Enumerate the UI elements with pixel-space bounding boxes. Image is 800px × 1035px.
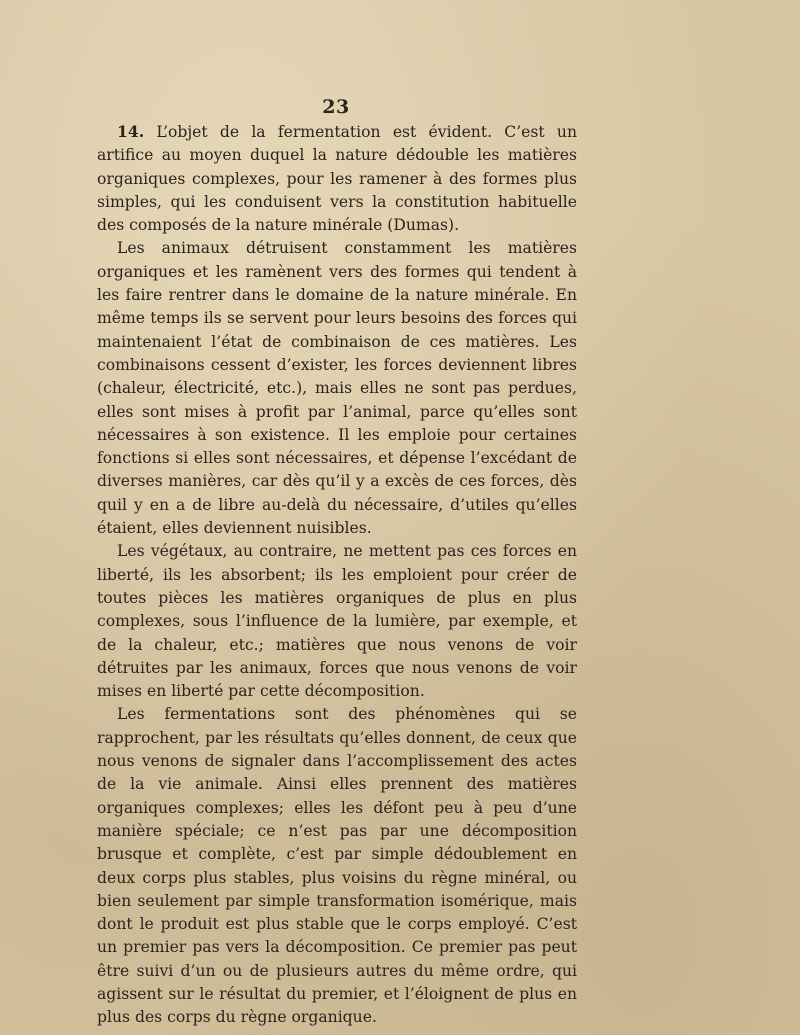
paragraph-1 bbox=[97, 120, 577, 237]
paragraph-2 bbox=[97, 237, 577, 540]
paragraph-text: Les fermentations sont des phénomènes qui se rapprochent, par les résultats qu’elles donnent, de ceux que nous venons de signaler dans l’accomplissement des actes de la vie animale. Ainsi elles prennent des matières organiques complexes; elles les défont peu à peu d’une manière spéciale; ce n’est pas par une décomposition brusque et complète, c’est par simple dédoublement en deux corps plus stables, plus voisins du règne minéral, ou bien seulement par simple transformation isomérique, mais dont le produit est plus stable que le corps employé. C’est un premier pas vers la décomposition. Ce premier pas peut être suivi d’un ou de plusieurs autres du même ordre, qui agissent sur le résultat du premier, et l’éloignent de plus en plus des corps du règne organique. bbox=[97, 705, 577, 1027]
paragraph-text: Les animaux détruisent constamment les matières organiques et les ramènent vers des formes qui tendent à les faire rentrer dans le domaine de la nature minérale. En même temps ils se servent pour leurs besoins des forces qui maintenaient l’état de combinaison de ces matières. Les combinaisons cessent d’exister, les forces deviennent libres (chaleur, électricité, etc.), mais elles ne sont pas perdues, elles sont mises à profit par l’animal, parce qu’elles sont nécessaires à son existence. Il les emploie pour certaines fonctions si elles sont nécessaires, et dépense l’excédant de diverses manières, car dès qu’il y a excès de ces forces, dès quil y en a de libre au-delà du nécessaire, d’utiles qu’elles étaient, elles deviennent nuisibles. bbox=[97, 239, 577, 538]
paragraph-text: L’objet de la fermentation est évident. C’est un artifice au moyen duquel la nature dédouble les matières organiques complexes, pour les ramener à des formes plus simples, qui les conduisent vers la constitution habituelle des composés de la nature minérale (Dumas). bbox=[97, 123, 577, 235]
paragraph-3 bbox=[97, 540, 577, 703]
body-text bbox=[97, 120, 577, 1030]
paragraph-text: Les végétaux, au contraire, ne mettent pas ces forces en liberté, ils les absorbent; ils les emploient pour créer de toutes pièces les matières organiques de plus en plus complexes, sous l’influence de la lumière, par exemple, et de la chaleur, etc.; matières que nous venons de voir détruites par les animaux, forces que nous venons de voir mises en liberté par cette décomposition. bbox=[97, 542, 577, 701]
page-number: 23 bbox=[322, 96, 350, 118]
section-number: 14. bbox=[117, 122, 145, 141]
paragraph-4 bbox=[97, 703, 577, 1029]
